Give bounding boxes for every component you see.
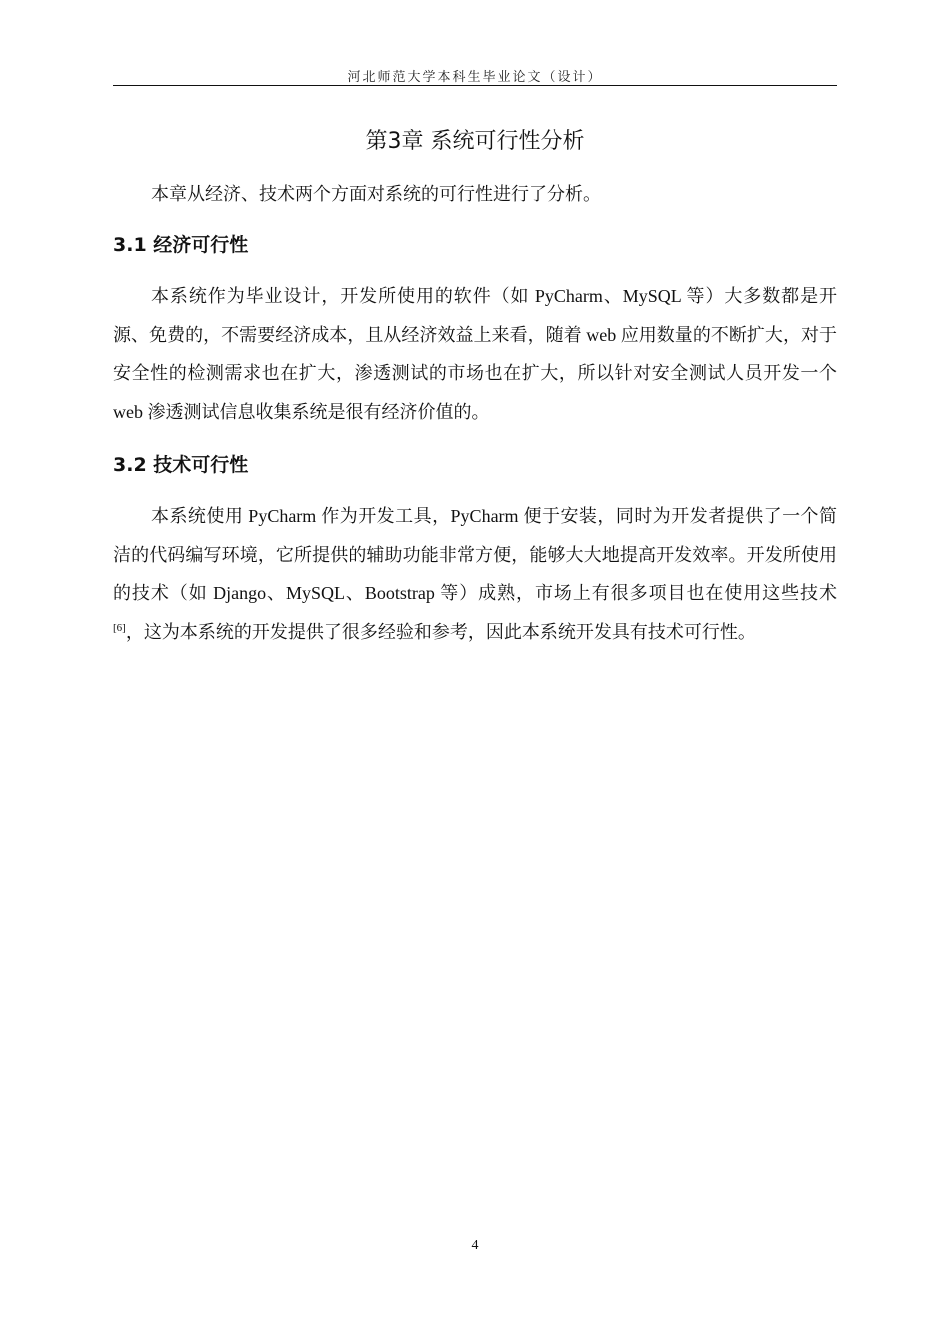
citation-reference: [6]: [113, 621, 126, 634]
chapter-title: 第3章 系统可行性分析: [365, 129, 585, 154]
header-rule: [113, 85, 837, 86]
page-number: 4: [471, 1238, 479, 1253]
section-paragraph-economic: 本系统作为毕业设计，开发所使用的软件（如 PyCharm、MySQL 等）大多数都是开源、免费的，不需要经济成本，且从经济效益上来看，随着 web 应用数量的不断扩大，对于安全性的检测需求也在扩大，渗透测试的市场也在扩大，所以针对安全测试人员开发一个 web 渗透测试信息收集系统是很有经济价值的。: [113, 286, 837, 422]
paragraph-text-after-citation: ，这为本系统的开发提供了很多经验和参考，因此本系统开发具有技术可行性。: [125, 621, 756, 642]
paragraph-text-before-citation: 本系统使用 PyCharm 作为开发工具，PyCharm 便于安装，同时为开发者提供了一个简洁的代码编写环境，它所提供的辅助功能非常方便，能够大大地提高开发效率。开发所使用的技术（如 Django、MySQL、Bootstrap 等）成熟，市场上有很多项目也在使用这些技术: [113, 506, 837, 603]
section-heading-technical: 3.2 技术可行性: [113, 454, 249, 476]
running-header: 河北师范大学本科生毕业论文（设计）: [347, 69, 603, 84]
chapter-intro: 本章从经济、技术两个方面对系统的可行性进行了分析。: [151, 184, 601, 204]
section-paragraph-technical: [113, 497, 837, 651]
section-heading-economic: 3.1 经济可行性: [113, 234, 249, 256]
